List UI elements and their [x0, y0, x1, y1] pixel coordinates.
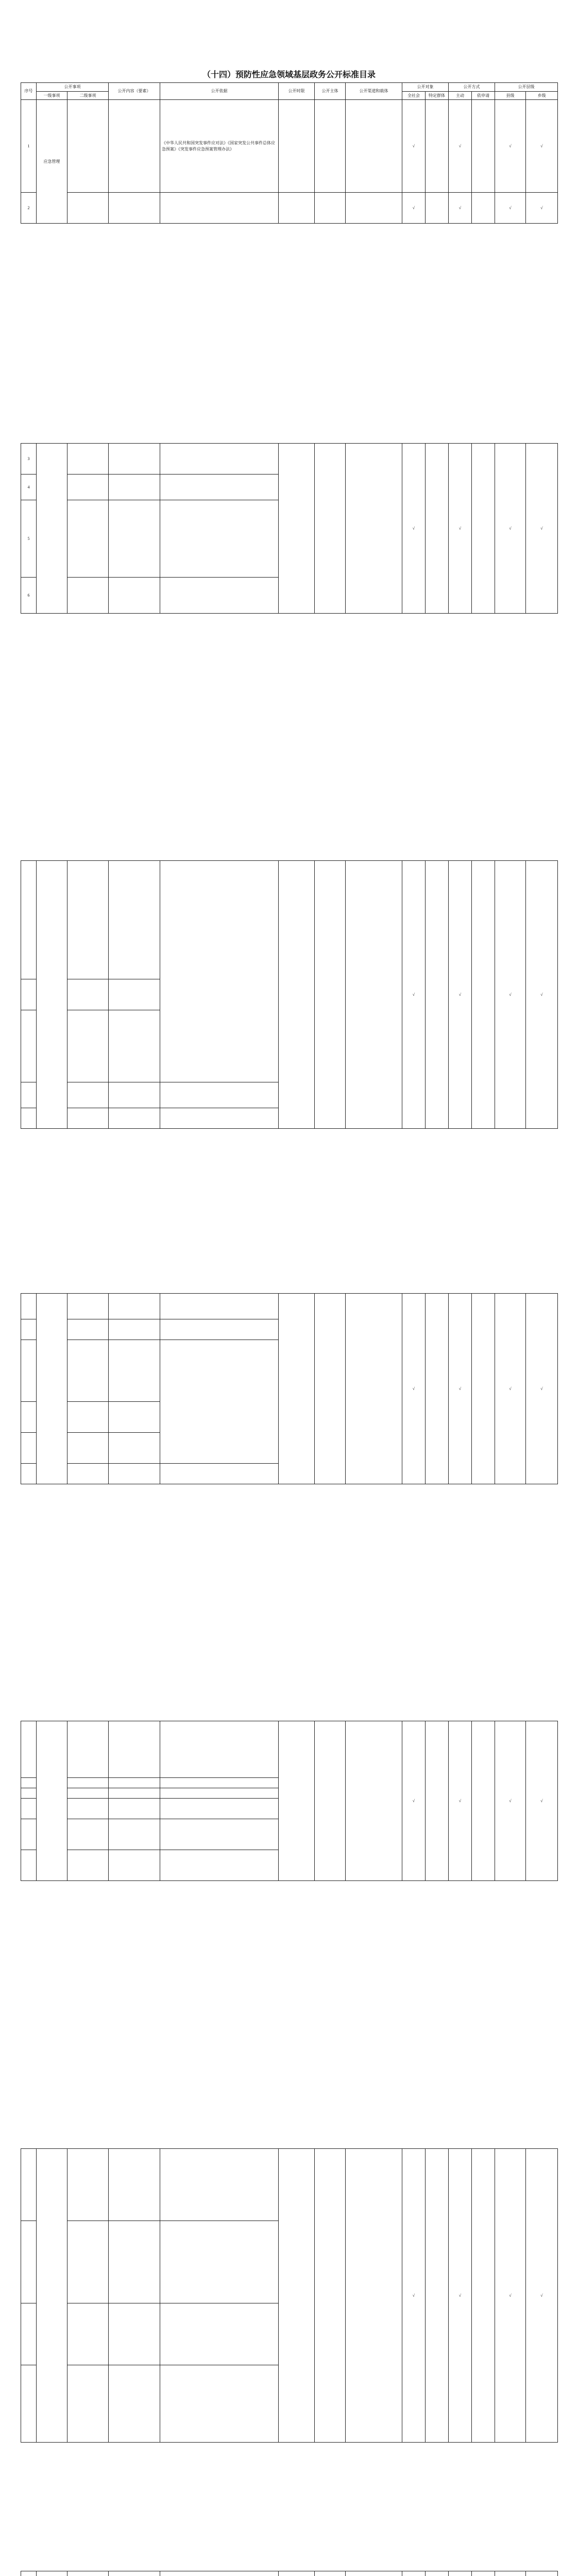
header-level-county: 县级 [495, 91, 526, 100]
row-subject [315, 2571, 346, 2576]
row-method-active [449, 2571, 472, 2576]
row-level2 [67, 1294, 109, 1319]
table-row [21, 861, 558, 979]
table-row [21, 2149, 558, 2221]
table-row [21, 193, 558, 224]
row-content [109, 1340, 160, 1402]
row-basis [160, 1319, 279, 1340]
row-time [279, 1294, 315, 1484]
row-level-county: √ [495, 861, 526, 1129]
row-level1 [37, 861, 67, 1129]
row-no [21, 1082, 37, 1108]
row-basis [160, 444, 279, 474]
row-no: 4 [21, 474, 37, 500]
row-no: 3 [21, 444, 37, 474]
row-level-town [526, 2571, 558, 2576]
row-content [109, 2149, 160, 2221]
row-level-county: √ [495, 100, 526, 193]
header-channel: 公开渠道和载体 [346, 83, 402, 100]
row-method-active: √ [449, 1294, 472, 1484]
row-content [109, 2571, 160, 2576]
row-content [109, 1010, 160, 1082]
catalog-table [21, 1293, 558, 1484]
row-basis [160, 474, 279, 500]
row-content [109, 1082, 160, 1108]
row-method-active: √ [449, 2149, 472, 2443]
row-level2 [67, 1788, 109, 1799]
row-basis [160, 861, 279, 1082]
row-subject [315, 1294, 346, 1484]
row-basis [160, 2149, 279, 2221]
row-level2 [67, 1319, 109, 1340]
row-level2 [67, 1819, 109, 1850]
row-level1 [37, 2571, 67, 2576]
row-level-town: √ [526, 861, 558, 1129]
row-no [21, 1464, 37, 1484]
table-row [21, 1721, 558, 1778]
row-basis [160, 1850, 279, 1881]
row-subject [315, 1721, 346, 1881]
row-level2 [67, 2571, 109, 2576]
row-content [109, 100, 160, 193]
row-content [109, 474, 160, 500]
row-basis: 《中华人民共和国突发事件应对法》《国家突发公共事件总体应急预案》《突发事件应急预案管理办法》 [160, 100, 279, 193]
row-time [279, 2571, 315, 2576]
row-basis [160, 1778, 279, 1788]
row-no [21, 2571, 37, 2576]
header-level: 公开层级 [495, 83, 558, 92]
row-level2 [67, 1721, 109, 1778]
row-level2 [67, 1010, 109, 1082]
row-no [21, 1340, 37, 1402]
row-content [109, 2303, 160, 2365]
header-target: 公开对象 [402, 83, 449, 92]
row-no [21, 1294, 37, 1319]
row-subject [315, 100, 346, 193]
row-level2 [67, 1340, 109, 1402]
row-method-active: √ [449, 193, 472, 224]
header-method-apply: 依申请 [472, 91, 495, 100]
row-level1 [37, 2149, 67, 2443]
row-level2 [67, 1402, 109, 1433]
row-time [279, 444, 315, 614]
row-basis [160, 1340, 279, 1464]
row-no [21, 2221, 37, 2303]
row-method-apply [472, 100, 495, 193]
row-content [109, 1433, 160, 1464]
row-level1 [37, 1721, 67, 1881]
row-level2 [67, 193, 109, 224]
row-basis [160, 193, 279, 224]
row-method-apply [472, 444, 495, 614]
row-channel [346, 444, 402, 614]
header-level1: 一级事项 [37, 91, 67, 100]
row-no [21, 1108, 37, 1129]
row-subject [315, 2149, 346, 2443]
row-method-active: √ [449, 1721, 472, 1881]
row-content [109, 500, 160, 578]
row-basis [160, 1464, 279, 1484]
header-level2: 二级事项 [67, 91, 109, 100]
row-level2 [67, 1850, 109, 1881]
row-content [109, 1721, 160, 1778]
row-no [21, 2303, 37, 2365]
row-basis [160, 1294, 279, 1319]
header-subject: 公开主体 [315, 83, 346, 100]
row-content [109, 1799, 160, 1819]
row-basis [160, 2221, 279, 2303]
row-no: 2 [21, 193, 37, 224]
row-level2 [67, 444, 109, 474]
row-level-town: √ [526, 444, 558, 614]
row-level2 [67, 2221, 109, 2303]
catalog-table-section-1 [21, 82, 557, 224]
row-basis [160, 1108, 279, 1129]
header-method: 公开方式 [449, 83, 495, 92]
header-target-specific: 特定群体 [426, 91, 449, 100]
row-method-apply [472, 193, 495, 224]
row-no [21, 2149, 37, 2221]
table-row [21, 100, 558, 193]
table-row [21, 2571, 558, 2576]
row-no [21, 979, 37, 1010]
row-method-active: √ [449, 100, 472, 193]
header-level-town: 乡级 [526, 91, 558, 100]
row-level-county: √ [495, 193, 526, 224]
row-no [21, 1402, 37, 1433]
catalog-table-section-2 [21, 443, 557, 614]
row-target-specific [426, 1294, 449, 1484]
row-basis [160, 1788, 279, 1799]
header-target-all: 全社会 [402, 91, 426, 100]
catalog-table-section-4 [21, 1293, 557, 1484]
row-time [279, 100, 315, 193]
row-no [21, 1778, 37, 1788]
row-basis [160, 1819, 279, 1850]
row-target-all: √ [402, 1721, 426, 1881]
row-level-county [495, 2571, 526, 2576]
row-content [109, 2365, 160, 2443]
row-level2 [67, 1464, 109, 1484]
row-time [279, 861, 315, 1129]
row-target-specific [426, 193, 449, 224]
row-no [21, 1799, 37, 1819]
row-target-specific [426, 444, 449, 614]
row-content [109, 1778, 160, 1788]
row-level2 [67, 979, 109, 1010]
row-method-apply [472, 861, 495, 1129]
row-content [109, 979, 160, 1010]
catalog-table [21, 860, 558, 1129]
row-target-all: √ [402, 1294, 426, 1484]
header-content: 公开内容（要素） [109, 83, 160, 100]
row-no [21, 1319, 37, 1340]
row-level-town: √ [526, 1294, 558, 1484]
row-target-all [402, 2571, 426, 2576]
row-level2 [67, 500, 109, 578]
row-basis [160, 2303, 279, 2365]
row-content [109, 1108, 160, 1129]
row-subject [315, 444, 346, 614]
row-channel [346, 2149, 402, 2443]
row-no [21, 1433, 37, 1464]
row-level2 [67, 578, 109, 614]
row-no: 5 [21, 500, 37, 578]
row-channel [346, 100, 402, 193]
row-content [109, 1294, 160, 1319]
table-row [21, 1294, 558, 1319]
row-basis [160, 1082, 279, 1108]
catalog-table [21, 1721, 558, 1881]
header-no: 序号 [21, 83, 37, 100]
row-level2 [67, 1799, 109, 1819]
header-basis: 公开依据 [160, 83, 279, 100]
catalog-table-section-5 [21, 1721, 557, 1881]
row-no [21, 861, 37, 979]
row-level2 [67, 1778, 109, 1788]
row-target-specific [426, 2571, 449, 2576]
table-row [21, 444, 558, 474]
row-subject [315, 193, 346, 224]
row-method-active: √ [449, 444, 472, 614]
row-time [279, 2149, 315, 2443]
row-level2 [67, 474, 109, 500]
row-level2 [67, 2303, 109, 2365]
catalog-table [21, 2571, 558, 2576]
row-basis [160, 578, 279, 614]
row-content [109, 1819, 160, 1850]
row-content [109, 578, 160, 614]
row-channel [346, 861, 402, 1129]
row-target-all: √ [402, 100, 426, 193]
row-no: 6 [21, 578, 37, 614]
header-time: 公开时限 [279, 83, 315, 100]
row-method-apply [472, 1294, 495, 1484]
row-level1: 应急管理 [37, 100, 67, 224]
row-level-town: √ [526, 193, 558, 224]
row-target-all: √ [402, 444, 426, 614]
row-basis [160, 1721, 279, 1778]
catalog-table-section-3 [21, 860, 557, 1129]
catalog-table [21, 82, 558, 224]
row-content [109, 1464, 160, 1484]
row-content [109, 1850, 160, 1881]
row-basis [160, 2365, 279, 2443]
row-level-county: √ [495, 1294, 526, 1484]
row-level-town: √ [526, 2149, 558, 2443]
catalog-table [21, 2148, 558, 2443]
catalog-table-section-6 [21, 2148, 557, 2443]
row-level2 [67, 2149, 109, 2221]
header-method-active: 主动 [449, 91, 472, 100]
row-subject [315, 861, 346, 1129]
row-level2 [67, 2365, 109, 2443]
row-content [109, 1402, 160, 1433]
row-target-specific [426, 1721, 449, 1881]
row-level-county: √ [495, 1721, 526, 1881]
row-target-specific [426, 2149, 449, 2443]
row-level-county: √ [495, 2149, 526, 2443]
row-content [109, 2221, 160, 2303]
row-channel [346, 2571, 402, 2576]
row-content [109, 1788, 160, 1799]
row-channel [346, 193, 402, 224]
row-no [21, 1010, 37, 1082]
row-content [109, 861, 160, 979]
row-level-town: √ [526, 100, 558, 193]
row-content [109, 1319, 160, 1340]
row-level2 [67, 861, 109, 979]
row-target-all: √ [402, 2149, 426, 2443]
row-time [279, 1721, 315, 1881]
row-level-county: √ [495, 444, 526, 614]
row-level2 [67, 1108, 109, 1129]
row-target-all: √ [402, 193, 426, 224]
row-no [21, 1788, 37, 1799]
catalog-table [21, 443, 558, 614]
row-channel [346, 1721, 402, 1881]
row-target-specific [426, 861, 449, 1129]
row-basis [160, 1799, 279, 1819]
row-level-town: √ [526, 1721, 558, 1881]
row-no [21, 1819, 37, 1850]
row-no [21, 1850, 37, 1881]
row-level2 [67, 100, 109, 193]
row-method-apply [472, 1721, 495, 1881]
row-method-apply [472, 2149, 495, 2443]
row-level2 [67, 1082, 109, 1108]
row-no [21, 1721, 37, 1778]
catalog-table-section-7 [21, 2571, 557, 2576]
row-time [279, 193, 315, 224]
row-no [21, 2365, 37, 2443]
row-basis [160, 500, 279, 578]
row-method-apply [472, 2571, 495, 2576]
row-content [109, 193, 160, 224]
row-channel [346, 1294, 402, 1484]
row-target-all: √ [402, 861, 426, 1129]
row-no: 1 [21, 100, 37, 193]
row-target-specific [426, 100, 449, 193]
row-level1 [37, 1294, 67, 1484]
row-content [109, 444, 160, 474]
row-basis [160, 2571, 279, 2576]
row-level1 [37, 444, 67, 614]
row-level2 [67, 1433, 109, 1464]
row-method-active: √ [449, 861, 472, 1129]
header-item: 公开事项 [37, 83, 109, 92]
page-title: （十四）预防性应急领域基层政务公开标准目录 [202, 71, 376, 79]
